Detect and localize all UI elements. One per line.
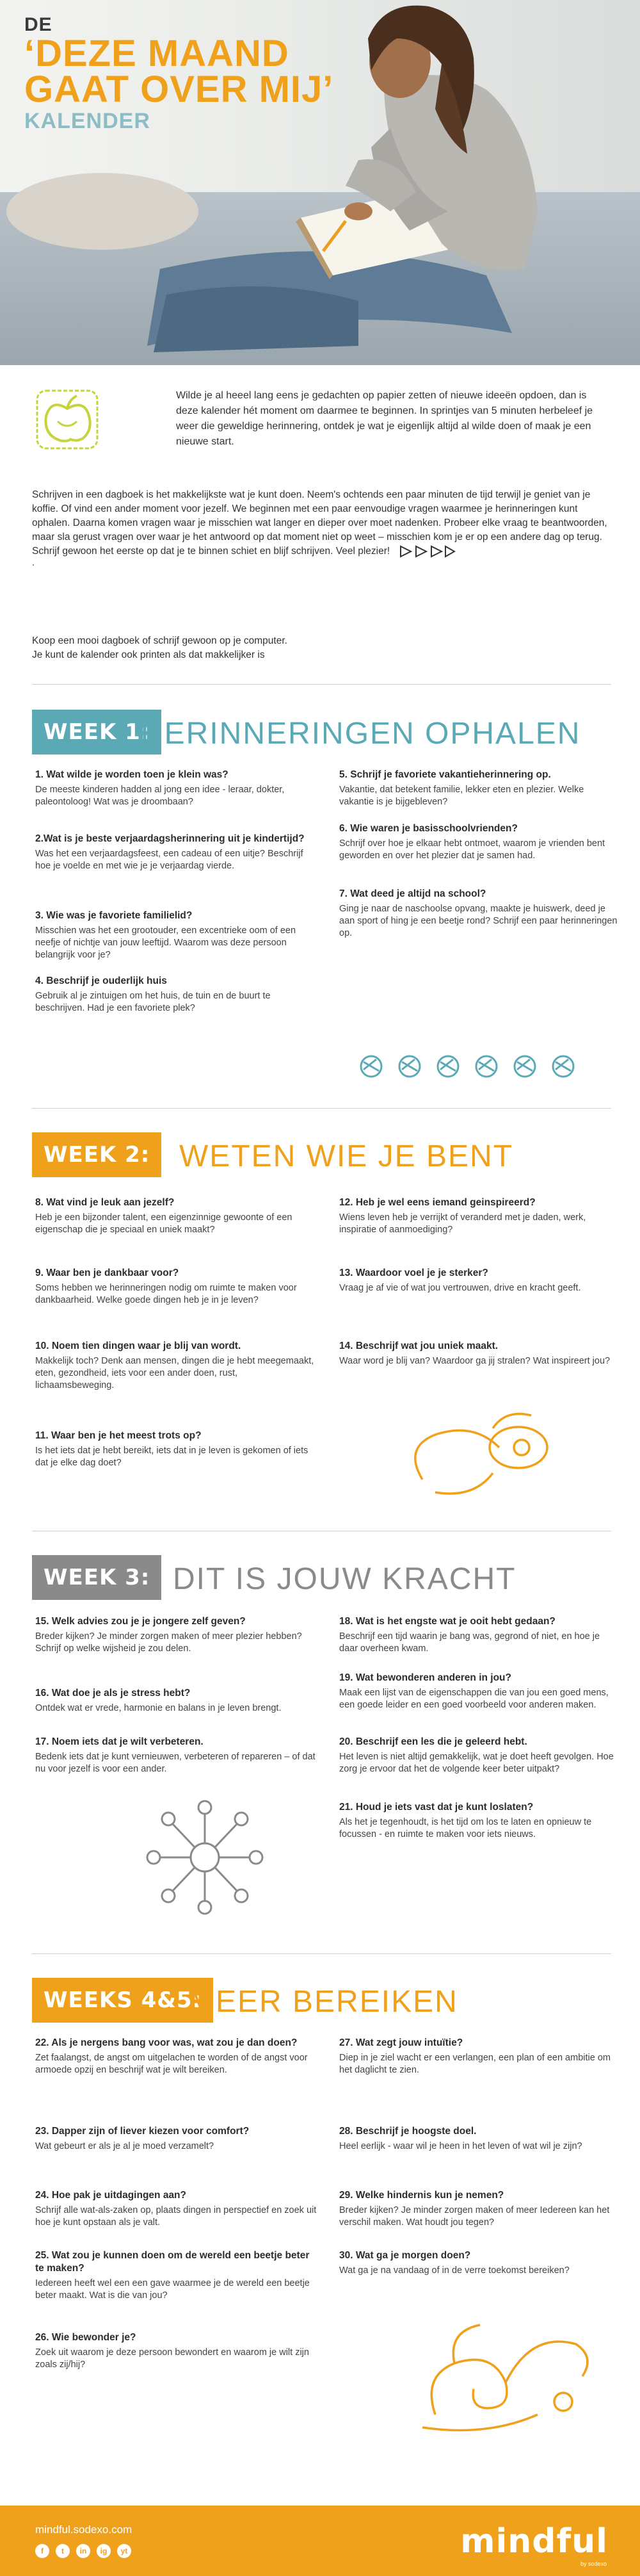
question-text: Wat ga je na vandaag of in de verre toekomst bereiken? bbox=[339, 2265, 570, 2276]
question-title: 11. Waar ben je het meest trots op? bbox=[35, 1430, 202, 1441]
week-4-5-badge: WEEKS 4&5: bbox=[32, 1978, 213, 2023]
question-title: 17. Noem iets dat je wilt verbeteren. bbox=[35, 1736, 204, 1747]
question-28 bbox=[339, 2125, 621, 2153]
question-10 bbox=[35, 1340, 317, 1392]
facebook-icon[interactable]: f bbox=[35, 2544, 49, 2558]
question-title: 6. Wie waren je basisschoolvrienden? bbox=[339, 823, 518, 834]
question-3 bbox=[35, 909, 317, 961]
week-3-title: DIT IS JOUW KRACHT bbox=[173, 1562, 516, 1596]
question-24 bbox=[35, 2189, 317, 2229]
week-3-badge: WEEK 3: bbox=[32, 1555, 161, 1600]
question-text: Wiens leven heb je verrijkt of veranderd met je daden, werk, inspiratie of aanmoediging? bbox=[339, 1212, 586, 1235]
intro-note-line-2: Je kunt de kalender ook printen als dat makkelijker is bbox=[32, 649, 265, 660]
yarn-balls-icon bbox=[355, 1050, 586, 1082]
week-4-5-header bbox=[32, 1978, 611, 2023]
question-text: Diep in je ziel wacht er een verlangen, een plan of een ambitie om het daglicht te zien. bbox=[339, 2053, 611, 2075]
question-title: 26. Wie bewonder je? bbox=[35, 2332, 136, 2343]
question-text: Vakantie, dat betekent familie, lekker eten en plezier. Welke vakantie is je bijgebleven? bbox=[339, 785, 584, 807]
question-title: 3. Wie was je favoriete familielid? bbox=[35, 910, 193, 921]
question-14 bbox=[339, 1340, 621, 1367]
question-7 bbox=[339, 888, 621, 940]
question-text: Was het een verjaardagsfeest, een cadeau of een uitje? Beschrijf hoe je voelde en met wie je je verjaardag vierde. bbox=[35, 849, 303, 871]
question-title: 27. Wat zegt jouw intuïtie? bbox=[339, 2037, 463, 2048]
question-title: 15. Welk advies zou je je jongere zelf geven? bbox=[35, 1616, 246, 1627]
question-text: Heel eerlijk - waar wil je heen in het leven of wat wil je zijn? bbox=[339, 2141, 582, 2151]
question-text: Gebruik al je zintuigen om het huis, de tuin en de buurt te beschrijven. Had je een favoriete plek? bbox=[35, 991, 271, 1013]
play-arrows-icon bbox=[398, 544, 456, 558]
question-29 bbox=[339, 2189, 621, 2229]
question-title: 13. Waardoor voel je je sterker? bbox=[339, 1268, 488, 1278]
question-text: Is het iets dat je hebt bereikt, iets dat in je leven is gekomen of iets dat je elke dag doet? bbox=[35, 1446, 308, 1468]
week-1-title: HERINNERINGEN OPHALEN bbox=[141, 717, 581, 751]
question-text: Schrijf over hoe je elkaar hebt ontmoet, waarom je vrienden bent geworden en over het plezier dat je samen had. bbox=[339, 838, 605, 861]
intro-note bbox=[32, 634, 611, 662]
question-text: Wat gebeurt er als je al je moed verzamelt? bbox=[35, 2141, 214, 2151]
intro-lead-text: Wilde je al heeel lang eens je gedachten op papier zetten of nieuwe ideeën opdoen, dan is deze kalender hét moment om daarmee te beginnen. In sprintjes van 5 minuten herbeleef je weer die geweldige herinnering, ontdek je wat je eigenlijk altijd al wilde doen of maak je een nieuwe start. bbox=[176, 390, 593, 447]
week-2-header bbox=[32, 1132, 611, 1177]
question-text: Breder kijken? Je minder zorgen maken of meer plezier hebben? Schrijf op welke wijsheid je zou delen. bbox=[35, 1631, 302, 1654]
question-title: 14. Beschrijf wat jou uniek maakt. bbox=[339, 1341, 499, 1351]
question-title: 8. Wat vind je leuk aan jezelf? bbox=[35, 1197, 175, 1208]
question-5 bbox=[339, 769, 621, 808]
question-text: Het leven is niet altijd gemakkelijk, wat je doet heeft gevolgen. Hoe zorg je ervoor dat het de volgende keer beter uitpakt? bbox=[339, 1752, 614, 1774]
question-title: 5. Schrijf je favoriete vakantieherinnering op. bbox=[339, 769, 551, 780]
question-title: 18. Wat is het engste wat je ooit hebt gedaan? bbox=[339, 1616, 556, 1627]
question-25 bbox=[35, 2249, 317, 2302]
linkedin-icon[interactable]: in bbox=[76, 2544, 90, 2558]
question-11 bbox=[35, 1430, 317, 1469]
question-21 bbox=[339, 1801, 621, 1841]
hero-title-line-2: GAAT OVER MIJ’ bbox=[24, 69, 334, 110]
question-text: Beschrijf een tijd waarin je bang was, gegrond of niet, en hoe je daar overheen kwam. bbox=[339, 1631, 600, 1654]
footer bbox=[0, 2506, 640, 2576]
social-links bbox=[35, 2544, 131, 2558]
question-text: Heb je een bijzonder talent, een eigenzinnige gewoonte of een eigenschap die je speciaal en uniek maakt? bbox=[35, 1212, 292, 1235]
question-8 bbox=[35, 1196, 317, 1236]
hero-banner bbox=[0, 0, 640, 365]
question-13 bbox=[339, 1267, 621, 1294]
intro-dot: . bbox=[32, 557, 35, 568]
intro-note-line-1: Koop een mooi dagboek of schrijf gewoon op je computer. bbox=[32, 635, 287, 646]
question-text: Als het je tegenhoudt, is het tijd om los te laten en opnieuw te focussen - en ruimte te maken voor iets nieuws. bbox=[339, 1817, 592, 1839]
instagram-icon[interactable]: ig bbox=[97, 2544, 111, 2558]
question-text: Makkelijk toch? Denk aan mensen, dingen die je hebt meegemaakt, eten, gezondheid, iets voor een ander doen, rust, lichaamsbeweging. bbox=[35, 1356, 314, 1390]
question-title: 4. Beschrijf je ouderlijk huis bbox=[35, 975, 167, 986]
question-2 bbox=[35, 833, 317, 872]
question-4 bbox=[35, 975, 317, 1015]
hero-post-title: KALENDER bbox=[24, 109, 150, 133]
question-text: Schrijf alle wat-als-zaken op, plaats dingen in perspectief en zoek uit hoe je kunt opstaan als je valt. bbox=[35, 2205, 317, 2228]
question-title: 28. Beschrijf je hoogste doel. bbox=[339, 2126, 477, 2137]
question-title: 25. Wat zou je kunnen doen om de wereld een beetje beter te maken? bbox=[35, 2250, 310, 2274]
question-text: Misschien was het een grootouder, een excentrieke oom of een neefje of nichtje van jouw leeftijd. Waarom was deze persoon belangrijk voor je? bbox=[35, 925, 296, 960]
question-title: 16. Wat doe je als je stress hebt? bbox=[35, 1688, 191, 1699]
week-2-badge: WEEK 2: bbox=[32, 1132, 161, 1177]
question-text: Waar word je blij van? Waardoor ga jij stralen? Wat inspireert jou? bbox=[339, 1356, 611, 1366]
question-16 bbox=[35, 1687, 317, 1715]
mindful-logo: mindful bbox=[460, 2522, 608, 2561]
question-title: 12. Heb je wel eens iemand geinspireerd? bbox=[339, 1197, 536, 1208]
question-19 bbox=[339, 1672, 621, 1711]
question-text: Soms hebben we herinneringen nodig om ruimte te maken voor dankbaarheid. Welke goede dingen heb je in je leven? bbox=[35, 1283, 297, 1305]
question-text: Bedenk iets dat je kunt vernieuwen, verbeteren of repareren – of dat nu voor jezelf is voor een ander. bbox=[35, 1752, 316, 1774]
question-title: 7. Wat deed je altijd na school? bbox=[339, 888, 486, 899]
swirl-flower-icon bbox=[397, 1403, 563, 1499]
week-1-badge: WEEK 1: bbox=[32, 710, 161, 754]
question-text: Vraag je af vie of wat jou vertrouwen, drive en kracht geeft. bbox=[339, 1283, 581, 1293]
question-23 bbox=[35, 2125, 317, 2153]
question-title: 21. Houd je iets vast dat je kunt loslaten? bbox=[339, 1802, 534, 1813]
question-18 bbox=[339, 1615, 621, 1655]
intro-body-copy: Schrijven in een dagboek is het makkelijkste wat je kunt doen. Neem's ochtends een paar minuten de tijd terwijl je geniet van je koffie. Of vind een ander moment voor jezelf. We beginnen met een paar eenvoudige vragen waarmee je herinneringen kunt ophalen. Daarna komen vragen waar je misschien wat langer en dieper over moet nadenken. Probeer elke vraag te beantwoorden, maar sla gerust vragen over waar je het antwoord op dat moment niet op weet – misschien kom je er op een andere dag op terug. Schrijf gewoon het eerste op dat je te binnen schiet en blijf schrijven. Veel plezier! bbox=[32, 489, 607, 557]
section-divider bbox=[32, 1953, 611, 1954]
question-title: 2.Wat is je beste verjaardagsherinnering uit je kindertijd? bbox=[35, 833, 305, 844]
question-title: 24. Hoe pak je uitdagingen aan? bbox=[35, 2190, 186, 2201]
spiral-swirl-icon bbox=[410, 2306, 602, 2440]
question-22 bbox=[35, 2037, 317, 2076]
hero-pre-title: DE bbox=[24, 14, 52, 35]
question-title: 23. Dapper zijn of liever kiezen voor comfort? bbox=[35, 2126, 250, 2137]
question-27 bbox=[339, 2037, 621, 2076]
question-text: Zet faalangst, de angst om uitgelachen te worden of de angst voor armoede opzij en beschrijf wat je wilt bereiken. bbox=[35, 2053, 308, 2075]
hero-title bbox=[24, 14, 333, 134]
question-title: 22. Als je nergens bang voor was, wat zou je dan doen? bbox=[35, 2037, 298, 2048]
question-text: Iedereen heeft wel een een gave waarmee je de wereld een beetje beter maakt. Wat is die van jou? bbox=[35, 2278, 310, 2301]
week-3-header bbox=[32, 1555, 611, 1600]
question-30 bbox=[339, 2249, 621, 2277]
question-title: 20. Beschrijf een les die je geleerd hebt. bbox=[339, 1736, 527, 1747]
question-text: Ontdek wat er vrede, harmonie en balans in je leven brengt. bbox=[35, 1703, 282, 1713]
question-6 bbox=[339, 822, 621, 862]
question-text: Maak een lijst van de eigenschappen die van jou een goed mens, een goede leider en een goed voorbeeld voor anderen maken. bbox=[339, 1688, 609, 1710]
question-title: 1. Wat wilde je worden toen je klein was? bbox=[35, 769, 228, 780]
question-title: 10. Noem tien dingen waar je blij van wordt. bbox=[35, 1341, 241, 1351]
question-text: Zoek uit waarom je deze persoon bewondert en waarom je wilt zijn zoals zij/hij? bbox=[35, 2347, 309, 2370]
hero-title-line-1: ‘DEZE MAAND bbox=[24, 33, 289, 74]
mindful-logo-subtitle: by sodexo bbox=[580, 2561, 607, 2567]
question-title: 9. Waar ben je dankbaar voor? bbox=[35, 1268, 179, 1278]
week-2-title: WETEN WIE JE BENT bbox=[179, 1139, 514, 1173]
question-17 bbox=[35, 1736, 317, 1775]
apple-icon bbox=[32, 384, 102, 455]
network-node-icon bbox=[141, 1793, 269, 1921]
question-9 bbox=[35, 1267, 317, 1307]
question-20 bbox=[339, 1736, 621, 1775]
intro-body-text bbox=[32, 488, 611, 558]
week-1-header bbox=[32, 710, 611, 754]
section-divider bbox=[32, 1108, 611, 1109]
question-12 bbox=[339, 1196, 621, 1236]
week-4-5-title: MEER BEREIKEN bbox=[189, 1985, 458, 2019]
twitter-icon[interactable]: t bbox=[56, 2544, 70, 2558]
question-title: 29. Welke hindernis kun je nemen? bbox=[339, 2190, 504, 2201]
question-text: De meeste kinderen hadden al jong een idee - leraar, dokter, paleontoloog! Wat was je droombaan? bbox=[35, 785, 285, 807]
section-divider bbox=[32, 684, 611, 685]
footer-url-link[interactable]: mindful.sodexo.com bbox=[35, 2523, 132, 2536]
question-15 bbox=[35, 1615, 317, 1655]
question-1 bbox=[35, 769, 317, 808]
question-26 bbox=[35, 2331, 317, 2371]
question-title: 30. Wat ga je morgen doen? bbox=[339, 2250, 471, 2261]
question-title: 19. Wat bewonderen anderen in jou? bbox=[339, 1672, 511, 1683]
youtube-icon[interactable]: yt bbox=[117, 2544, 131, 2558]
question-text: Breder kijken? Je minder zorgen maken of meer Iedereen kan het verschil maken. Wat houdt jou tegen? bbox=[339, 2205, 610, 2228]
question-text: Ging je naar de naschoolse opvang, maakte je huiswerk, deed je aan sport of hing je een beetje rond? Schrijf een paar herinneringen op. bbox=[339, 904, 618, 938]
